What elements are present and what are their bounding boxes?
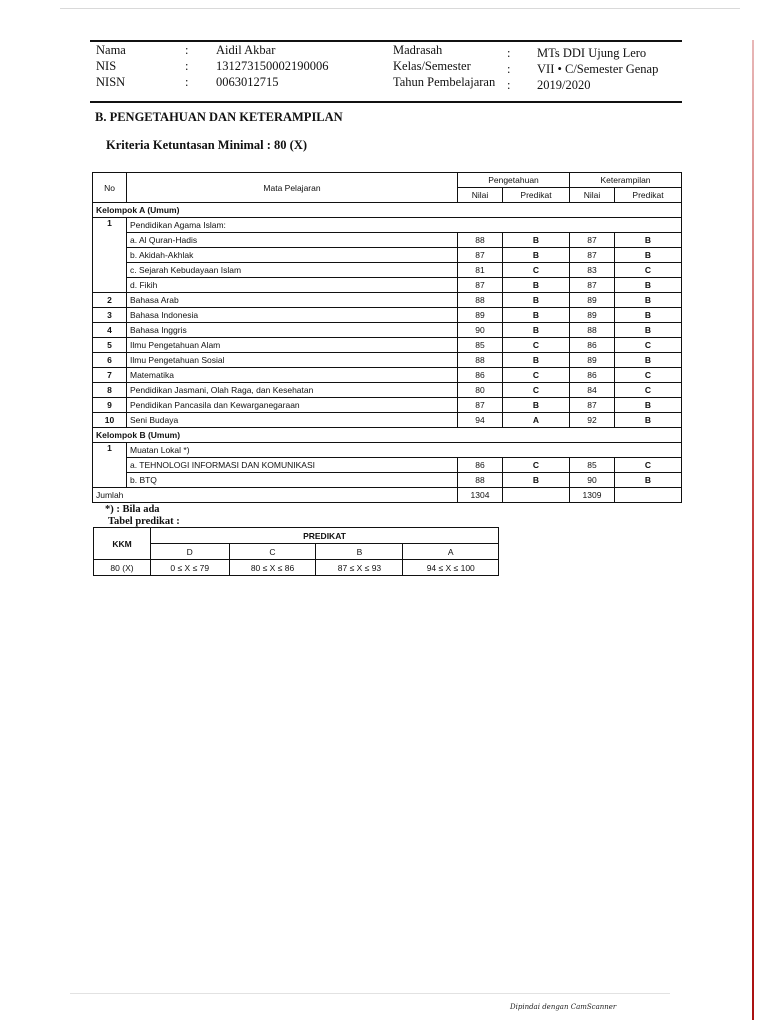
header-top-rule [90, 40, 682, 42]
table-row [93, 353, 682, 368]
header-knowledge: Pengetahuan [458, 173, 570, 188]
scan-edge-top [60, 8, 740, 9]
skills-predicate: B [615, 473, 682, 488]
knowledge-score: 88 [458, 293, 503, 308]
range-d: 0 ≤ X ≤ 79 [151, 560, 230, 576]
table-row [93, 383, 682, 398]
header-k-predicate: Predikat [503, 188, 570, 203]
value-nama: Aidil Akbar [216, 43, 276, 57]
knowledge-predicate: A [503, 413, 570, 428]
range-c: 80 ≤ X ≤ 86 [229, 560, 316, 576]
total-skills-score: 1309 [570, 488, 615, 503]
table-row [93, 263, 682, 278]
skills-score: 83 [570, 263, 615, 278]
subject-name: Ilmu Pengetahuan Sosial [127, 353, 458, 368]
skills-predicate: B [615, 413, 682, 428]
skills-score: 87 [570, 233, 615, 248]
knowledge-predicate: B [503, 278, 570, 293]
table-row [93, 308, 682, 323]
subject-name: c. Sejarah Kebudayaan Islam [127, 263, 458, 278]
scan-edge-bottom [70, 993, 670, 994]
label-nama: Nama [96, 43, 126, 57]
school-separators [507, 45, 510, 93]
knowledge-predicate: C [503, 338, 570, 353]
student-labels [96, 42, 126, 90]
table-row [93, 398, 682, 413]
skills-score: 85 [570, 458, 615, 473]
label-nis: NIS [96, 59, 117, 73]
subject-name: Matematika [127, 368, 458, 383]
row-no: 8 [93, 383, 127, 398]
skills-predicate: C [615, 368, 682, 383]
kkm-value: 80 (X) [94, 560, 151, 576]
header-skills: Keterampilan [570, 173, 682, 188]
skills-score: 90 [570, 473, 615, 488]
grades-table [92, 172, 682, 503]
row-no: 3 [93, 308, 127, 323]
skills-score: 87 [570, 278, 615, 293]
subject-name: Bahasa Inggris [127, 323, 458, 338]
subject-name: Pendidikan Pancasila dan Kewarganegaraan [127, 398, 458, 413]
predicate-header-row [94, 528, 499, 544]
knowledge-predicate: B [503, 233, 570, 248]
knowledge-predicate: C [503, 368, 570, 383]
table-row [93, 338, 682, 353]
knowledge-score: 86 [458, 368, 503, 383]
scanner-watermark: Dipindai dengan CamScanner [510, 1003, 617, 1011]
knowledge-score: 85 [458, 338, 503, 353]
knowledge-score: 90 [458, 323, 503, 338]
subject-name: Bahasa Indonesia [127, 308, 458, 323]
mulok-title: Muatan Lokal *) [127, 443, 682, 458]
subject-name: b. Akidah-Akhlak [127, 248, 458, 263]
knowledge-predicate: B [503, 308, 570, 323]
range-b: 87 ≤ X ≤ 93 [316, 560, 403, 576]
row-no: 10 [93, 413, 127, 428]
table-row [93, 293, 682, 308]
skills-score: 87 [570, 248, 615, 263]
subject-name: d. Fikih [127, 278, 458, 293]
skills-predicate: B [615, 398, 682, 413]
skills-predicate: C [615, 458, 682, 473]
header-subject: Mata Pelajaran [127, 173, 458, 203]
subject-name: b. BTQ [127, 473, 458, 488]
range-a: 94 ≤ X ≤ 100 [403, 560, 499, 576]
table-row [93, 278, 682, 293]
total-label: Jumlah [93, 488, 458, 503]
separator: : [507, 78, 511, 92]
header-s-predicate: Predikat [615, 188, 682, 203]
footnote-if-any: *) : Bila ada [105, 504, 160, 515]
knowledge-score: 87 [458, 278, 503, 293]
row-no: 9 [93, 398, 127, 413]
subject-name: Pendidikan Jasmani, Olah Raga, dan Kesehatan [127, 383, 458, 398]
header-k-score: Nilai [458, 188, 503, 203]
knowledge-predicate: C [503, 383, 570, 398]
total-knowledge-score: 1304 [458, 488, 503, 503]
skills-predicate: B [615, 323, 682, 338]
skills-score: 84 [570, 383, 615, 398]
row-no: 7 [93, 368, 127, 383]
row-no: 2 [93, 293, 127, 308]
subject-name: a. TEHNOLOGI INFORMASI DAN KOMUNIKASI [127, 458, 458, 473]
group-row [93, 203, 682, 218]
row-no: 4 [93, 323, 127, 338]
knowledge-predicate: B [503, 323, 570, 338]
subject-name: a. Al Quran-Hadis [127, 233, 458, 248]
skills-score: 88 [570, 323, 615, 338]
range-row [94, 560, 499, 576]
table-row [93, 368, 682, 383]
grade-row [94, 544, 499, 560]
label-nisn: NISN [96, 75, 126, 89]
knowledge-score: 88 [458, 473, 503, 488]
header-bottom-rule [90, 101, 682, 103]
group-b-label: Kelompok B (Umum) [93, 428, 682, 443]
separator: : [185, 59, 189, 73]
skills-score: 89 [570, 293, 615, 308]
label-kelas: Kelas/Semester [393, 59, 471, 73]
group-row [93, 428, 682, 443]
value-kelas: VII • C/Semester Genap [537, 62, 659, 76]
knowledge-score: 86 [458, 458, 503, 473]
skills-predicate: B [615, 353, 682, 368]
grade-a: A [403, 544, 499, 560]
row-no: 1 [93, 218, 127, 293]
knowledge-score: 89 [458, 308, 503, 323]
predicate-table-caption: Tabel predikat : [108, 516, 180, 527]
separator: : [507, 46, 511, 60]
grade-c: C [229, 544, 316, 560]
subject-name: Ilmu Pengetahuan Alam [127, 338, 458, 353]
subject-name: Seni Budaya [127, 413, 458, 428]
kkm-header: KKM [94, 528, 151, 560]
grade-b: B [316, 544, 403, 560]
skills-predicate: B [615, 308, 682, 323]
label-madrasah: Madrasah [393, 43, 443, 57]
kkm-title: Kriteria Ketuntasan Minimal : 80 (X) [106, 138, 308, 152]
separator: : [185, 75, 189, 89]
table-row [93, 218, 682, 233]
knowledge-score: 88 [458, 353, 503, 368]
total-row [93, 488, 682, 503]
group-a-label: Kelompok A (Umum) [93, 203, 682, 218]
label-tahun: Tahun Pembelajaran [393, 75, 496, 89]
student-separators [185, 42, 188, 90]
skills-predicate: C [615, 263, 682, 278]
subject-name: Bahasa Arab [127, 293, 458, 308]
school-labels [393, 42, 495, 90]
skills-predicate: C [615, 338, 682, 353]
header-no: No [93, 173, 127, 203]
knowledge-predicate: B [503, 293, 570, 308]
knowledge-score: 87 [458, 398, 503, 413]
knowledge-score: 80 [458, 383, 503, 398]
skills-predicate: C [615, 383, 682, 398]
value-nisn: 0063012715 [216, 75, 279, 89]
row-no: 1 [93, 443, 127, 488]
value-madrasah: MTs DDI Ujung Lero [537, 46, 647, 60]
table-row [93, 443, 682, 458]
skills-predicate: B [615, 293, 682, 308]
skills-score: 92 [570, 413, 615, 428]
row-no: 5 [93, 338, 127, 353]
skills-predicate: B [615, 248, 682, 263]
school-values [537, 45, 658, 93]
student-values [216, 42, 329, 90]
grade-d: D [151, 544, 230, 560]
empty-cell [615, 488, 682, 503]
skills-score: 86 [570, 338, 615, 353]
skills-score: 87 [570, 398, 615, 413]
table-header-row [93, 173, 682, 188]
table-row [93, 248, 682, 263]
skills-score: 89 [570, 308, 615, 323]
knowledge-score: 88 [458, 233, 503, 248]
pai-title: Pendidikan Agama Islam: [127, 218, 682, 233]
table-row [93, 413, 682, 428]
knowledge-score: 81 [458, 263, 503, 278]
knowledge-predicate: B [503, 248, 570, 263]
empty-cell [503, 488, 570, 503]
knowledge-predicate: C [503, 263, 570, 278]
knowledge-predicate: B [503, 353, 570, 368]
table-row [93, 323, 682, 338]
table-row [93, 473, 682, 488]
table-row [93, 233, 682, 248]
row-no: 6 [93, 353, 127, 368]
skills-predicate: B [615, 233, 682, 248]
skills-score: 86 [570, 368, 615, 383]
separator: : [185, 43, 189, 57]
scan-edge-right [752, 40, 754, 1020]
predicate-table [93, 527, 499, 576]
predikat-header: PREDIKAT [151, 528, 499, 544]
section-title: B. PENGETAHUAN DAN KETERAMPILAN [95, 110, 343, 124]
knowledge-score: 94 [458, 413, 503, 428]
value-nis: 131273150002190006 [216, 59, 329, 73]
knowledge-predicate: C [503, 458, 570, 473]
knowledge-predicate: B [503, 398, 570, 413]
value-tahun: 2019/2020 [537, 78, 591, 92]
skills-predicate: B [615, 278, 682, 293]
header-s-score: Nilai [570, 188, 615, 203]
knowledge-score: 87 [458, 248, 503, 263]
table-row [93, 458, 682, 473]
separator: : [507, 62, 511, 76]
skills-score: 89 [570, 353, 615, 368]
knowledge-predicate: B [503, 473, 570, 488]
